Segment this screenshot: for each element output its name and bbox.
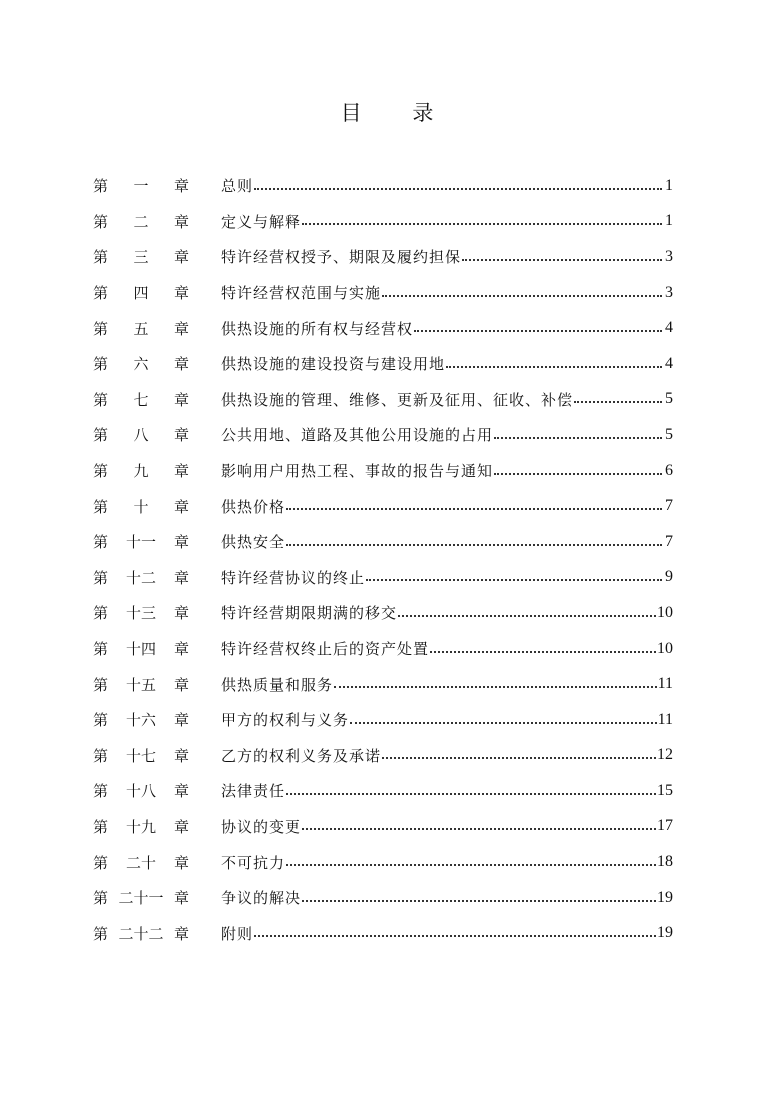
chapter-number: 第 二十二 章 (93, 924, 189, 943)
toc-entry[interactable] (93, 809, 673, 845)
toc-entry[interactable] (93, 560, 673, 596)
toc-entry[interactable] (93, 738, 673, 774)
page-number: 10 (657, 639, 673, 657)
chapter-number: 第 十八 章 (93, 782, 189, 801)
chapter-title: 总则 (221, 177, 254, 196)
page-number: 11 (657, 675, 673, 693)
page-number: 5 (665, 425, 673, 443)
dot-leader (382, 275, 662, 311)
toc-entry[interactable] (93, 382, 673, 418)
page-number: 11 (657, 710, 673, 728)
chapter-title: 附则 (221, 924, 254, 943)
chapter-number: 第 五 章 (93, 319, 189, 338)
dot-leader (382, 738, 656, 774)
toc-entry[interactable] (93, 239, 673, 275)
toc-entry[interactable] (93, 417, 673, 453)
chapter-title: 公共用地、道路及其他公用设施的占用 (221, 426, 494, 445)
chapter-title: 供热设施的管理、维修、更新及征用、征收、补偿 (221, 390, 574, 409)
toc-entry[interactable] (93, 346, 673, 382)
chapter-number: 第 三 章 (93, 248, 189, 267)
chapter-number: 第 九 章 (93, 462, 189, 481)
chapter-number: 第 十四 章 (93, 640, 189, 659)
dot-leader (254, 168, 662, 204)
dot-leader (254, 915, 656, 951)
page-number: 3 (665, 247, 673, 265)
dot-leader (462, 239, 662, 275)
toc-entry[interactable] (93, 524, 673, 560)
toc-entry[interactable] (93, 595, 673, 631)
dot-leader (286, 773, 656, 809)
chapter-number: 第 一 章 (93, 177, 189, 196)
chapter-number: 第 二 章 (93, 212, 189, 231)
chapter-title: 乙方的权利义务及承诺 (221, 746, 382, 765)
chapter-number: 第 十三 章 (93, 604, 189, 623)
page-number: 3 (665, 283, 673, 301)
page-number: 5 (665, 390, 673, 408)
page-number: 9 (665, 568, 673, 586)
chapter-number: 第 二十 章 (93, 853, 189, 872)
toc-entry[interactable] (93, 310, 673, 346)
dot-leader (446, 346, 662, 382)
chapter-title: 供热设施的所有权与经营权 (221, 319, 414, 338)
toc-entry[interactable] (93, 453, 673, 489)
chapter-number: 第 六 章 (93, 355, 189, 374)
dot-leader (574, 382, 662, 418)
dot-leader (398, 595, 656, 631)
chapter-title: 协议的变更 (221, 817, 302, 836)
toc-entry[interactable] (93, 702, 673, 738)
chapter-number: 第 十九 章 (93, 817, 189, 836)
chapter-number: 第 四 章 (93, 284, 189, 303)
page-number: 19 (657, 888, 673, 906)
chapter-title: 供热设施的建设投资与建设用地 (221, 355, 446, 374)
page-number: 19 (657, 924, 673, 942)
dot-leader (286, 524, 662, 560)
chapter-title: 特许经营权终止后的资产处置 (221, 640, 430, 659)
table-of-contents (93, 168, 673, 951)
chapter-number: 第 八 章 (93, 426, 189, 445)
page-number: 10 (657, 603, 673, 621)
toc-entry[interactable] (93, 631, 673, 667)
page-number: 18 (657, 853, 673, 871)
chapter-number: 第 十五 章 (93, 675, 189, 694)
toc-entry[interactable] (93, 275, 673, 311)
chapter-number: 第 七 章 (93, 390, 189, 409)
page-number: 1 (665, 212, 673, 230)
dot-leader (302, 204, 662, 240)
chapter-title: 影响用户用热工程、事故的报告与通知 (221, 462, 494, 481)
dot-leader (334, 666, 657, 702)
page-number: 17 (657, 817, 673, 835)
chapter-title: 定义与解释 (221, 212, 302, 231)
toc-entry[interactable] (93, 915, 673, 951)
chapter-number: 第 十二 章 (93, 568, 189, 587)
page-number: 4 (665, 319, 673, 337)
chapter-number: 第 十六 章 (93, 711, 189, 730)
toc-entry[interactable] (93, 204, 673, 240)
chapter-title: 特许经营协议的终止 (221, 568, 366, 587)
page-number: 15 (657, 781, 673, 799)
dot-leader (414, 310, 662, 346)
chapter-title: 不可抗力 (221, 853, 286, 872)
chapter-title: 特许经营期限期满的移交 (221, 604, 398, 623)
dot-leader (286, 844, 656, 880)
toc-entry[interactable] (93, 488, 673, 524)
chapter-title: 供热安全 (221, 533, 286, 552)
chapter-title: 特许经营权范围与实施 (221, 284, 382, 303)
chapter-number: 第 十一 章 (93, 533, 189, 552)
chapter-number: 第 十 章 (93, 497, 189, 516)
chapter-title: 供热质量和服务 (221, 675, 334, 694)
dot-leader (286, 488, 662, 524)
dot-leader (302, 880, 656, 916)
page-title: 目 录 (340, 101, 456, 125)
chapter-title: 争议的解决 (221, 889, 302, 908)
toc-entry[interactable] (93, 666, 673, 702)
dot-leader (366, 560, 662, 596)
toc-entry[interactable] (93, 773, 673, 809)
toc-entry[interactable] (93, 168, 673, 204)
toc-entry[interactable] (93, 880, 673, 916)
page-number: 7 (665, 497, 673, 515)
chapter-number: 第 二十一 章 (93, 889, 189, 908)
chapter-title: 法律责任 (221, 782, 286, 801)
chapter-title: 甲方的权利与义务 (221, 711, 350, 730)
page-number: 4 (665, 354, 673, 372)
page-number: 6 (665, 461, 673, 479)
toc-entry[interactable] (93, 844, 673, 880)
chapter-title: 供热价格 (221, 497, 286, 516)
chapter-title: 特许经营权授予、期限及履约担保 (221, 248, 462, 267)
dot-leader (302, 809, 656, 845)
chapter-number: 第 十七 章 (93, 746, 189, 765)
dot-leader (430, 631, 656, 667)
dot-leader (350, 702, 657, 738)
dot-leader (494, 417, 662, 453)
page-number: 12 (657, 746, 673, 764)
page-number: 1 (665, 176, 673, 194)
dot-leader (494, 453, 662, 489)
page-number: 7 (665, 532, 673, 550)
